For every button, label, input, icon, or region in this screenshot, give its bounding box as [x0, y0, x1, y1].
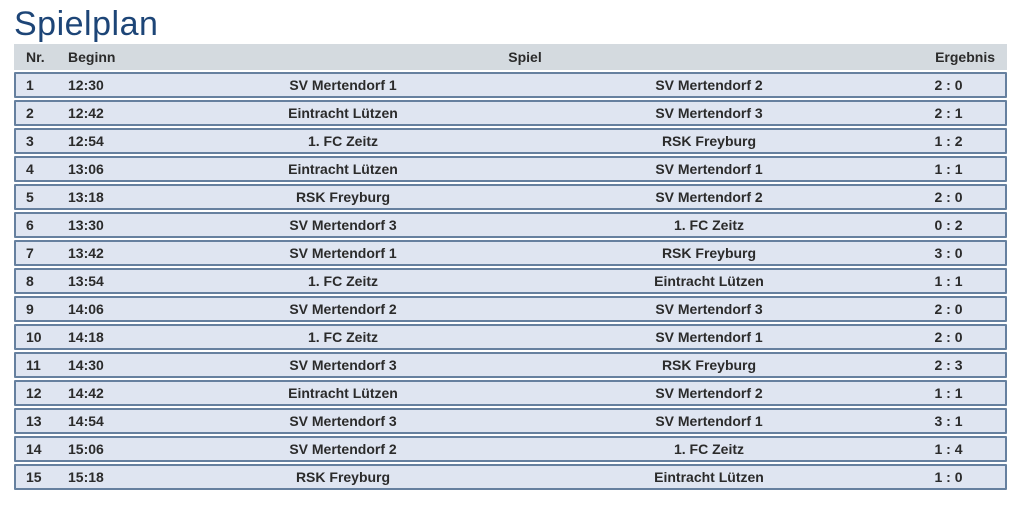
- match-number: 14: [26, 441, 42, 457]
- match-number: 15: [26, 469, 42, 485]
- home-team: Eintracht Lützen: [288, 385, 398, 401]
- match-number: 6: [26, 217, 34, 233]
- away-team: RSK Freyburg: [661, 245, 757, 261]
- match-result: 1 : 1: [934, 385, 963, 401]
- table-row: [14, 156, 1007, 182]
- match-start-time: 14:54: [68, 413, 104, 429]
- away-team: SV Mertendorf 3: [655, 301, 763, 317]
- column-header-ergebnis: Ergebnis: [935, 49, 995, 65]
- away-team: SV Mertendorf 3: [655, 105, 763, 121]
- home-team: SV Mertendorf 1: [289, 245, 397, 261]
- match-number: 8: [26, 273, 34, 289]
- match-result: 1 : 0: [934, 469, 963, 485]
- page-title: Spielplan: [14, 5, 159, 43]
- match-number: 7: [26, 245, 34, 261]
- match-number: 9: [26, 301, 34, 317]
- match-result: 3 : 0: [934, 245, 963, 261]
- table-row: [14, 184, 1007, 210]
- column-header-nr: Nr.: [26, 49, 45, 65]
- table-row: [14, 464, 1007, 490]
- away-team: RSK Freyburg: [661, 357, 757, 373]
- table-row: [14, 72, 1007, 98]
- match-start-time: 15:18: [68, 469, 104, 485]
- home-team: RSK Freyburg: [295, 189, 391, 205]
- match-start-time: 14:42: [68, 385, 104, 401]
- match-start-time: 14:06: [68, 301, 104, 317]
- home-team: 1. FC Zeitz: [307, 133, 378, 149]
- away-team: 1. FC Zeitz: [673, 441, 744, 457]
- match-result: 2 : 0: [934, 329, 963, 345]
- match-result: 2 : 0: [934, 301, 963, 317]
- home-team: RSK Freyburg: [295, 469, 391, 485]
- table-row: [14, 324, 1007, 350]
- table-row: [14, 212, 1007, 238]
- schedule-table: [14, 44, 1007, 490]
- match-result: 1 : 4: [934, 441, 963, 457]
- away-team: SV Mertendorf 2: [655, 385, 763, 401]
- match-result: 2 : 0: [934, 77, 963, 93]
- match-result: 2 : 0: [934, 189, 963, 205]
- match-start-time: 14:18: [68, 329, 104, 345]
- match-result: 0 : 2: [934, 217, 963, 233]
- match-number: 12: [26, 385, 42, 401]
- match-start-time: 12:42: [68, 105, 104, 121]
- away-team: SV Mertendorf 2: [655, 189, 763, 205]
- away-team: SV Mertendorf 1: [655, 413, 763, 429]
- match-start-time: 13:54: [68, 273, 104, 289]
- table-body: [14, 72, 1007, 490]
- table-row: [14, 128, 1007, 154]
- match-result: 3 : 1: [934, 413, 963, 429]
- home-team: Eintracht Lützen: [288, 161, 398, 177]
- match-number: 2: [26, 105, 34, 121]
- match-result: 1 : 1: [934, 161, 963, 177]
- match-result: 2 : 1: [934, 105, 963, 121]
- home-team: SV Mertendorf 2: [289, 441, 397, 457]
- match-number: 1: [26, 77, 34, 93]
- match-start-time: 13:18: [68, 189, 104, 205]
- match-start-time: 15:06: [68, 441, 104, 457]
- match-number: 4: [26, 161, 34, 177]
- match-start-time: 12:54: [68, 133, 104, 149]
- match-start-time: 12:30: [68, 77, 104, 93]
- column-header-spiel: Spiel: [508, 49, 542, 65]
- home-team: SV Mertendorf 2: [289, 301, 397, 317]
- match-number: 10: [26, 329, 42, 345]
- away-team: Eintracht Lützen: [654, 469, 764, 485]
- table-row: [14, 380, 1007, 406]
- away-team: 1. FC Zeitz: [673, 217, 744, 233]
- home-team: SV Mertendorf 3: [289, 217, 397, 233]
- table-row: [14, 408, 1007, 434]
- table-row: [14, 296, 1007, 322]
- away-team: SV Mertendorf 2: [655, 77, 763, 93]
- match-result: 1 : 1: [934, 273, 963, 289]
- away-team: RSK Freyburg: [661, 133, 757, 149]
- away-team: Eintracht Lützen: [654, 273, 764, 289]
- home-team: SV Mertendorf 1: [289, 77, 397, 93]
- home-team: 1. FC Zeitz: [307, 329, 378, 345]
- table-row: [14, 240, 1007, 266]
- match-number: 5: [26, 189, 34, 205]
- match-start-time: 14:30: [68, 357, 104, 373]
- match-start-time: 13:30: [68, 217, 104, 233]
- table-row: [14, 100, 1007, 126]
- home-team: Eintracht Lützen: [288, 105, 398, 121]
- away-team: SV Mertendorf 1: [655, 161, 763, 177]
- match-result: 1 : 2: [934, 133, 963, 149]
- table-row: [14, 268, 1007, 294]
- match-result: 2 : 3: [934, 357, 963, 373]
- match-number: 3: [26, 133, 34, 149]
- away-team: SV Mertendorf 1: [655, 329, 763, 345]
- column-header-beginn: Beginn: [68, 49, 116, 65]
- table-row: [14, 436, 1007, 462]
- table-row: [14, 352, 1007, 378]
- match-start-time: 13:42: [68, 245, 104, 261]
- home-team: SV Mertendorf 3: [289, 413, 397, 429]
- match-number: 13: [26, 413, 42, 429]
- table-header-row: [14, 44, 1007, 70]
- match-start-time: 13:06: [68, 161, 104, 177]
- home-team: SV Mertendorf 3: [289, 357, 397, 373]
- match-number: 11: [26, 357, 41, 373]
- home-team: 1. FC Zeitz: [307, 273, 378, 289]
